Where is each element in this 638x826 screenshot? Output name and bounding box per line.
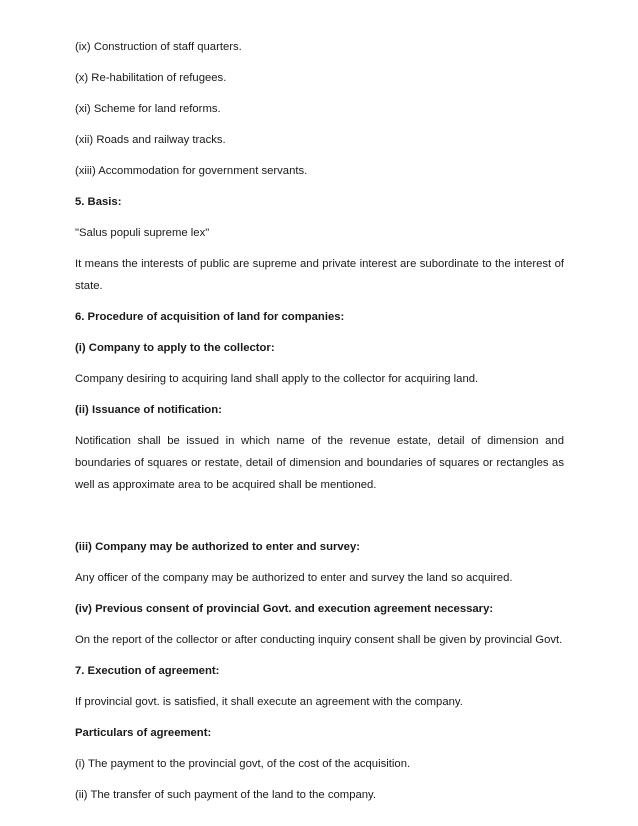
- particular-item-i: (i) The payment to the provincial govt, of the cost of the acquisition.: [75, 758, 411, 770]
- subheading-notification: (ii) Issuance of notification:: [75, 404, 222, 416]
- heading-procedure: 6. Procedure of acquisition of land for companies:: [75, 311, 345, 323]
- paragraph-notification: Notification shall be issued in which name of the revenue estate, detail of dimension and boundaries of squares or restate, detail of dimension and boundaries of squares or rectangles as well as approximate area to be acquired shall be mentioned.: [75, 435, 564, 491]
- subheading-particulars: Particulars of agreement:: [75, 727, 212, 739]
- paragraph-meaning: It means the interests of public are supreme and private interest are subordinate to the interest of state.: [75, 258, 564, 292]
- list-item-x: (x) Re-habilitation of refugees.: [75, 72, 227, 84]
- document-page: [75, 36, 564, 815]
- latin-maxim: "Salus populi supreme lex": [75, 227, 210, 239]
- subheading-enter-survey: (iii) Company may be authorized to enter and survey:: [75, 541, 360, 553]
- list-item-xi: (xi) Scheme for land reforms.: [75, 103, 221, 115]
- paragraph-enter-survey: Any officer of the company may be authorized to enter and survey the land so acquired.: [75, 572, 513, 584]
- blank-spacer: [75, 505, 564, 536]
- paragraph-execution: If provincial govt. is satisfied, it shall execute an agreement with the company.: [75, 696, 463, 708]
- paragraph-consent: On the report of the collector or after conducting inquiry consent shall be given by provincial Govt.: [75, 634, 563, 646]
- list-item-xiii: (xiii) Accommodation for government servants.: [75, 165, 308, 177]
- heading-execution: 7. Execution of agreement:: [75, 665, 220, 677]
- subheading-consent: (iv) Previous consent of provincial Govt. and execution agreement necessary:: [75, 603, 494, 615]
- particular-item-ii: (ii) The transfer of such payment of the land to the company.: [75, 789, 376, 801]
- heading-basis: 5. Basis:: [75, 196, 122, 208]
- subheading-apply-collector: (i) Company to apply to the collector:: [75, 342, 275, 354]
- list-item-ix: (ix) Construction of staff quarters.: [75, 41, 242, 53]
- list-item-xii: (xii) Roads and railway tracks.: [75, 134, 226, 146]
- paragraph-apply-collector: Company desiring to acquiring land shall apply to the collector for acquiring land.: [75, 373, 479, 385]
